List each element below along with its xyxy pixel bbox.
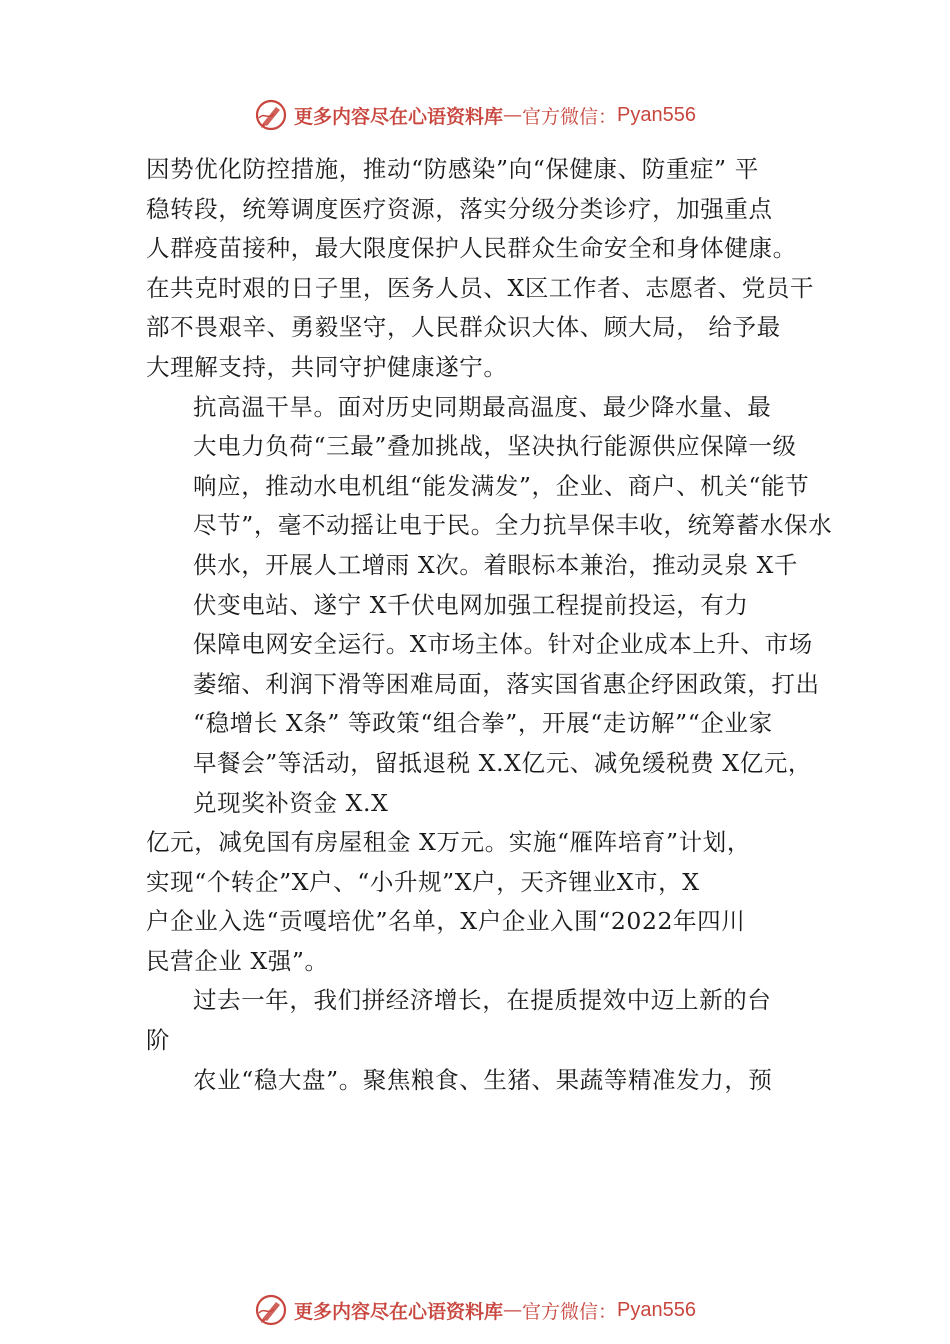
text-line: 实现“个转企”X户、“小升规”X户，天齐锂业X市，X bbox=[146, 867, 700, 896]
text-line: 抗高温干旱。面对历史同期最高温度、最少降水量、最 bbox=[193, 392, 772, 421]
text-line: 因势优化防控措施，推动“防感染”向“保健康、防重症” 平 bbox=[146, 155, 759, 183]
banner-separator: — bbox=[503, 104, 523, 126]
paragraph bbox=[146, 1061, 826, 1101]
banner-wechat-id: Pyan556 bbox=[617, 103, 696, 126]
text-line: 兑现奖补资金 X.X bbox=[193, 788, 389, 817]
text-line: 早餐会”等活动，留抵退税 X.X亿元、减免缓税费 X亿元， bbox=[193, 748, 813, 777]
text-line: 在共克时艰的日子里，医务人员、X区工作者、志愿者、党员干 bbox=[146, 273, 815, 302]
text-line: 过去一年，我们拼经济增长，在提质提效中迈上新的台 bbox=[193, 986, 772, 1015]
paragraph bbox=[146, 586, 826, 824]
text-line: 民营企业 X强”。 bbox=[146, 946, 329, 975]
paragraph bbox=[146, 1021, 826, 1061]
text-line: 稳转段，统筹调度医疗资源，落实分级分类诊疗，加强重点 bbox=[146, 194, 773, 223]
pen-logo-icon bbox=[254, 98, 288, 132]
document-body bbox=[146, 150, 833, 1100]
text-line: 大电力负荷“三最”叠加挑战，坚决执行能源供应保障一级 bbox=[193, 432, 797, 461]
banner-separator: — bbox=[503, 1299, 523, 1321]
text-line: 尽节”，毫不动摇让电于民。全力抗旱保丰收，统筹蓄水保水 bbox=[193, 511, 833, 540]
text-line: “稳增长 X条” 等政策“组合拳”，开展“走访解”“企业家 bbox=[193, 709, 773, 738]
header-watermark-banner bbox=[0, 95, 950, 135]
text-line: 萎缩、利润下滑等困难局面，落实国省惠企纾困政策，打出 bbox=[193, 669, 820, 698]
text-line: 农业“稳大盘”。聚焦粮食、生猪、果蔬等精准发力，预 bbox=[193, 1065, 773, 1094]
text-line: 大理解支持，共同守护健康遂宁。 bbox=[146, 352, 508, 381]
banner-brand-text: 更多内容尽在心语资料库 bbox=[294, 105, 504, 128]
banner-brand-text: 更多内容尽在心语资料库 bbox=[294, 1300, 504, 1323]
text-line: 亿元，减免国有房屋租金 X万元。实施“雁阵培育”计划， bbox=[146, 828, 751, 857]
pen-logo-icon bbox=[254, 1293, 288, 1327]
footer-watermark-banner bbox=[0, 1290, 950, 1330]
banner-wechat-label: 官方微信： bbox=[522, 1300, 618, 1323]
text-line: 响应，推动水电机组“能发满发”，企业、商户、机关“能节 bbox=[193, 471, 810, 500]
text-line: 阶 bbox=[146, 1026, 171, 1055]
banner-wechat-id: Pyan556 bbox=[617, 1298, 696, 1321]
text-line: 保障电网安全运行。X市场主体。针对企业成本上升、市场 bbox=[193, 630, 813, 659]
banner-wechat-label: 官方微信： bbox=[522, 105, 618, 128]
paragraph bbox=[146, 150, 826, 388]
paragraph bbox=[146, 388, 833, 586]
paragraph bbox=[146, 981, 826, 1021]
text-line: 人群疫苗接种，最大限度保护人民群众生命安全和身体健康。 bbox=[146, 234, 797, 263]
text-line: 供水，开展人工增雨 X次。着眼标本兼治，推动灵泉 X千 bbox=[193, 550, 799, 579]
text-line: 户企业入选“贡嘎培优”名单，X户企业入围“2022年四川 bbox=[146, 907, 746, 936]
text-line: 部不畏艰辛、勇毅坚守，人民群众识大体、顾大局， 给予最 bbox=[146, 313, 781, 342]
paragraph bbox=[146, 823, 826, 981]
text-line: 伏变电站、遂宁 X千伏电网加强工程提前投运，有力 bbox=[193, 590, 749, 619]
